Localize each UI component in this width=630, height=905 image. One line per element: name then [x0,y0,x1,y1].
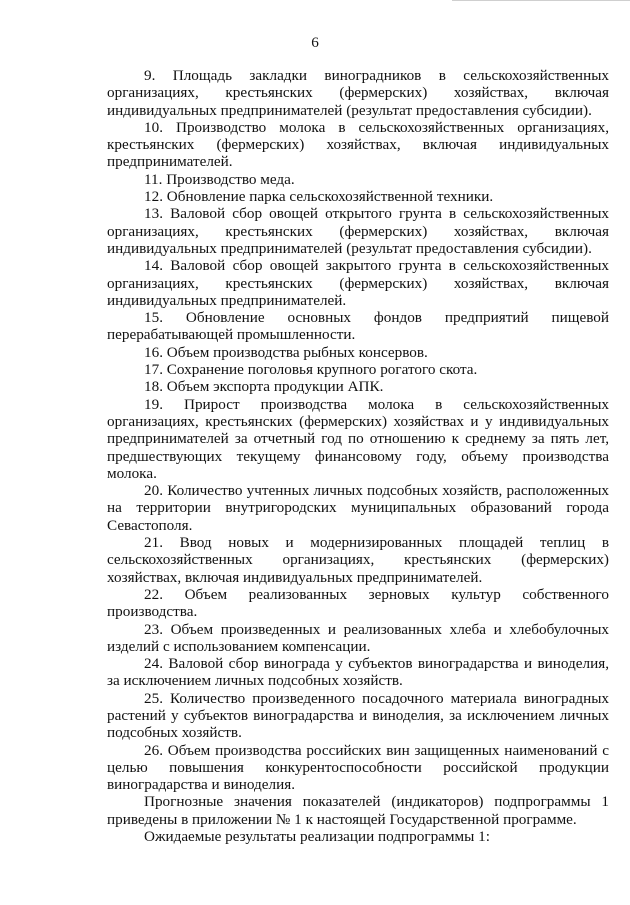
body-paragraph: Ожидаемые результаты реализации подпрограммы 1: [144,828,490,846]
list-item: 14. Валовой сбор овощей закрытого грунта в сельскохозяйственных организациях, крестьянских (фермерских) хозяйствах, включая индивидуальных предпринимателей. [107,257,609,309]
list-item: 16. Объем производства рыбных консервов. [144,343,428,361]
list-item: 25. Количество произведенного посадочного материала виноградных растений у субъектов виноградарства и виноделия, за исключением личных подсобных хозяйств. [107,689,609,742]
list-item: 26. Объем производства российских вин защищенных наименований с целью повышения конкурентоспособности российской продукции виноградарства и виноделия. [107,741,609,794]
list-item: 17. Сохранение поголовья крупного рогатого скота. [144,361,478,379]
list-item: 23. Объем произведенных и реализованных хлеба и хлебобулочных изделий с использованием компенсации. [107,620,609,655]
list-item: 18. Объем экспорта продукции АПК. [144,378,384,396]
list-item: 24. Валовой сбор винограда у субъектов виноградарства и виноделия, за исключением личных подсобных хозяйств. [107,655,609,690]
list-item: 12. Обновление парка сельскохозяйственной техники. [144,188,494,206]
page-number: 6 [311,34,319,51]
scan-edge-line [452,0,630,1]
list-item: 22. Объем реализованных зерновых культур собственного производства. [107,585,609,621]
document-body [107,67,609,845]
list-item: 21. Ввод новых и модернизированных площадей теплиц в сельскохозяйственных организациях, крестьянских (фермерских) хозяйствах, включая индивидуальных предпринимателей. [107,534,609,586]
list-item: 11. Производство меда. [144,170,295,188]
body-paragraph: Прогнозные значения показателей (индикаторов) подпрограммы 1 приведены в приложении № 1 к настоящей Государственной программе. [107,793,609,828]
list-item: 13. Валовой сбор овощей открытого грунта в сельскохозяйственных организациях, крестьянских (фермерских) хозяйствах, включая индивидуальных предпринимателей (результат предоставления субсидии). [107,205,609,257]
list-item: 9. Площадь закладки виноградников в сельскохозяйственных организациях, крестьянских (фермерских) хозяйствах, включая индивидуальных предпринимателей (результат предоставления субсидии). [107,67,609,119]
list-item: 20. Количество учтенных личных подсобных хозяйств, расположенных на территории внутригородских муниципальных образований города Севастополя. [107,482,609,534]
list-item: 15. Обновление основных фондов предприятий пищевой перерабатывающей промышленности. [107,309,609,344]
list-item: 19. Прирост производства молока в сельскохозяйственных организациях, крестьянских (фермерских) хозяйствах и у индивидуальных предпринимателей за отчетный год по отношению к среднему за пять лет, предшествующих текущему финансовому году, объему производства молока. [107,395,609,482]
list-item: 10. Производство молока в сельскохозяйственных организациях, крестьянских (фермерских) хозяйствах, включая индивидуальных предпринимателей. [107,118,609,171]
